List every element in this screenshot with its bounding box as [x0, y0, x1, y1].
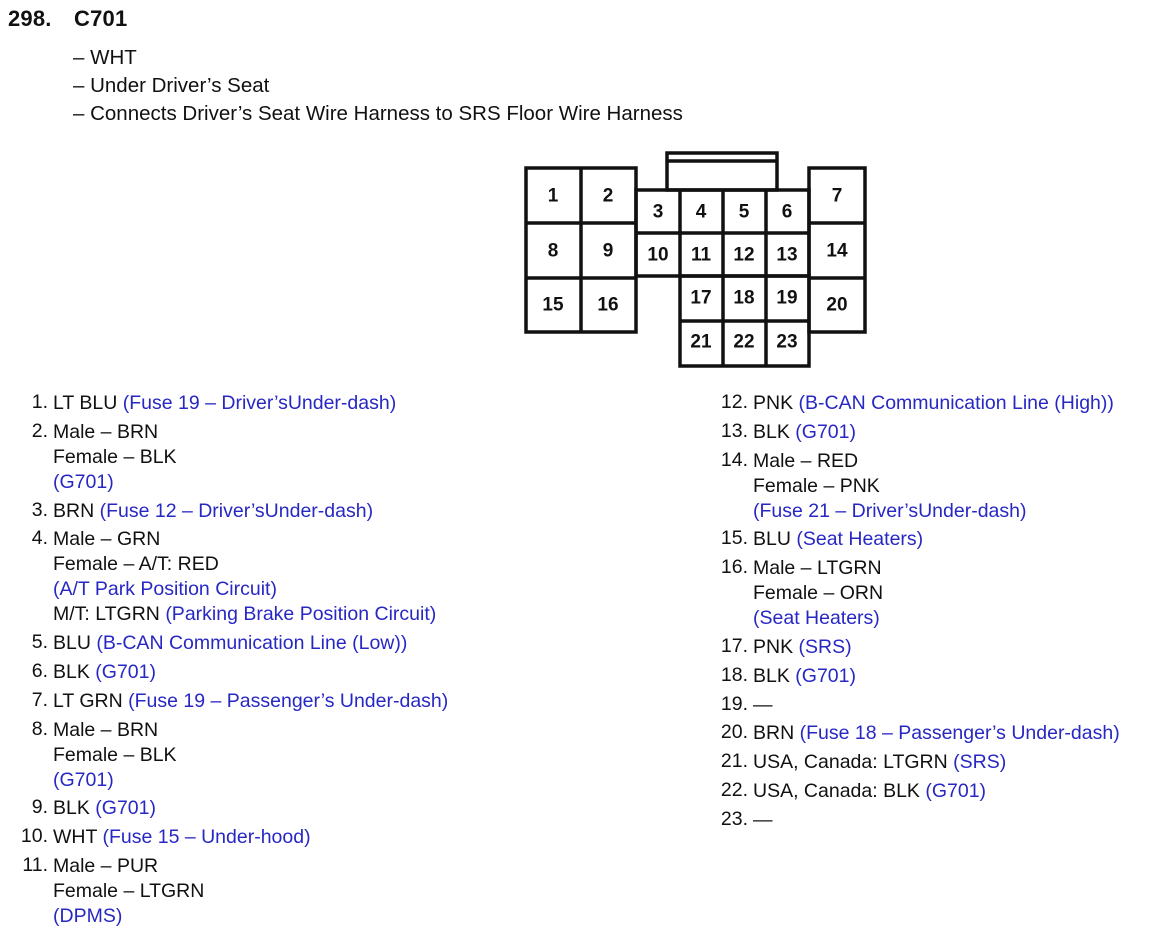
pin-entry [10, 854, 650, 929]
pin-line [753, 474, 1026, 499]
pin-description [748, 750, 1006, 775]
wire-color: — [753, 693, 773, 716]
pin-label: 22 [733, 331, 755, 353]
pin-entry [10, 718, 650, 793]
pin-number: 16. [720, 556, 748, 579]
circuit-reference: (Seat Heaters) [796, 528, 924, 551]
detail-location: – Under Driver’s Seat [73, 74, 270, 97]
pin-number: 10. [20, 825, 48, 848]
wire-color: BLU [753, 528, 791, 551]
circuit-reference: (G701) [53, 470, 114, 493]
pin-number: 1. [31, 391, 48, 413]
pin-description [48, 796, 156, 821]
pin-line [53, 689, 448, 714]
pin-number: 5. [31, 631, 48, 654]
pin-description [748, 420, 856, 445]
pin-entry [710, 556, 1150, 631]
pin-line [53, 391, 396, 416]
pin-line [53, 879, 204, 904]
pin-label: 13 [776, 244, 798, 266]
circuit-reference: (SRS) [953, 751, 1007, 774]
wire-color: USA, Canada: LTGRN [753, 751, 954, 774]
pin-line [753, 449, 1026, 474]
pin-line [753, 664, 856, 689]
pin-line [753, 693, 773, 718]
section-number: 298. [8, 6, 52, 31]
pin-description [48, 420, 177, 495]
pin-description [48, 718, 177, 793]
pin-label: 6 [781, 201, 793, 223]
pin-line [753, 635, 852, 660]
pin-label: 15 [542, 294, 564, 316]
pin-label: 9 [602, 240, 614, 262]
pin-number: 23. [720, 807, 748, 830]
circuit-reference: (Fuse 19 – Driver’sUnder-dash) [122, 392, 397, 414]
pin-line [753, 499, 1026, 524]
connector-face-diagram [0, 0, 1151, 380]
pin-entry [10, 391, 650, 416]
pin-entry [710, 664, 1150, 689]
pin-label: 2 [602, 185, 614, 207]
pin-line [753, 606, 883, 631]
detail-connection: – Connects Driver’s Seat Wire Harness to SRS Floor Wire Harness [73, 102, 683, 125]
pin-line [753, 556, 883, 581]
pin-label: 19 [776, 287, 798, 309]
wire-color: BLK [53, 797, 90, 820]
pin-number: 14. [720, 448, 748, 471]
pin-description [48, 631, 407, 656]
pin-entry [710, 750, 1150, 775]
circuit-reference: (G701) [95, 797, 156, 820]
circuit-reference: (SRS) [798, 635, 852, 658]
pin-label: 4 [695, 201, 707, 223]
pin-label: 21 [690, 331, 712, 353]
pin-entry [10, 420, 650, 495]
wire-color: Female – PNK [753, 474, 880, 497]
pin-description [48, 689, 448, 714]
connector-id: C701 [74, 6, 128, 31]
pin-description [748, 808, 773, 833]
pin-number: 19. [720, 692, 748, 715]
wire-color: Female – BLK [53, 743, 177, 766]
pin-label: 20 [826, 294, 848, 316]
pin-entry [10, 527, 650, 627]
wire-color: Female – A/T: RED [53, 553, 219, 576]
pin-label: 16 [597, 294, 619, 316]
pin-description [748, 556, 883, 631]
wire-color: WHT [53, 826, 98, 849]
wire-color: BLU [53, 632, 91, 655]
circuit-reference: (B-CAN Communication Line (High)) [798, 392, 1114, 414]
pin-number: 6. [31, 659, 48, 682]
pin-label: 3 [652, 201, 664, 223]
wire-color: Male – BRN [53, 718, 159, 741]
pin-line [753, 721, 1120, 746]
pin-line [53, 420, 177, 445]
wire-color: USA, Canada: BLK [753, 779, 920, 802]
pin-line [53, 825, 311, 850]
pin-entry [10, 689, 650, 714]
circuit-reference: (DPMS) [53, 904, 123, 927]
pin-number: 11. [22, 853, 48, 876]
pin-label: 5 [738, 201, 750, 223]
pin-number: 4. [31, 527, 48, 550]
pin-line [53, 552, 436, 577]
wire-color: Male – PUR [53, 854, 159, 877]
wire-color: PNK [753, 392, 794, 414]
pin-description [748, 391, 1114, 416]
pin-number: 8. [31, 717, 48, 740]
wire-color: LT GRN [53, 689, 123, 712]
wire-color: Female – LTGRN [53, 879, 205, 902]
circuit-reference: (G701) [795, 664, 856, 687]
wire-color: Male – RED [753, 449, 859, 472]
pin-line [53, 743, 177, 768]
wire-color: Female – BLK [53, 445, 177, 468]
pin-line [53, 470, 177, 495]
pin-description [748, 449, 1026, 524]
pin-label: 18 [733, 287, 755, 309]
pin-description [48, 854, 204, 929]
pin-number: 18. [720, 663, 748, 686]
pin-description [48, 527, 436, 627]
pin-entry [710, 449, 1150, 524]
pin-line [53, 768, 177, 793]
pin-label: 14 [826, 240, 848, 262]
circuit-reference: (G701) [53, 768, 114, 791]
pin-entry [710, 527, 1150, 552]
pin-line [753, 581, 883, 606]
pin-description [48, 825, 311, 850]
wire-color: BRN [753, 722, 795, 745]
pin-line [53, 631, 407, 656]
circuit-reference: (G701) [925, 779, 987, 802]
pin-line [53, 445, 177, 470]
pin-number: 15. [720, 527, 748, 550]
pin-line [53, 577, 436, 602]
wire-color: Male – LTGRN [753, 557, 882, 580]
pin-number: 2. [31, 419, 48, 442]
pin-description [748, 693, 773, 718]
wire-color: BLK [753, 420, 790, 443]
pin-number: 21. [720, 750, 748, 773]
pin-number: 17. [720, 634, 748, 657]
circuit-reference: (Parking Brake Position Circuit) [165, 603, 437, 626]
pin-entry [710, 721, 1150, 746]
pin-label: 1 [547, 185, 559, 207]
pin-line [753, 750, 1006, 775]
wire-color: Female – ORN [753, 582, 884, 605]
pin-label: 8 [547, 240, 559, 262]
pin-entry [10, 631, 650, 656]
wire-color: LT BLU [53, 392, 118, 414]
pin-entry [710, 693, 1150, 718]
circuit-reference: (Fuse 18 – Passenger’s Under-dash) [799, 722, 1120, 745]
circuit-reference: (G701) [95, 660, 156, 683]
wire-color: PNK [753, 635, 794, 658]
pin-description [48, 391, 396, 416]
pin-line [753, 527, 923, 552]
circuit-reference: (G701) [795, 420, 856, 443]
pin-description [48, 660, 156, 685]
pin-line [753, 420, 856, 445]
pin-entry [710, 420, 1150, 445]
pin-list-right [710, 391, 1150, 837]
pin-number: 20. [720, 721, 748, 744]
pin-line [753, 808, 773, 833]
pin-line [53, 718, 177, 743]
pin-entry [10, 660, 650, 685]
pin-description [748, 527, 923, 552]
pin-label: 7 [831, 185, 843, 207]
pin-description [748, 779, 986, 804]
pin-line [53, 904, 204, 929]
pin-number: 13. [720, 419, 748, 442]
circuit-reference: (Fuse 12 – Driver’sUnder-dash) [99, 499, 374, 522]
pin-entry [710, 779, 1150, 804]
wire-color: Male – BRN [53, 420, 159, 443]
pin-label: 11 [690, 244, 712, 266]
pin-line [753, 779, 986, 804]
wire-color: BLK [753, 664, 790, 687]
pin-entry [710, 635, 1150, 660]
pin-number: 9. [31, 796, 48, 819]
pin-description [748, 721, 1120, 746]
pin-entry [10, 825, 650, 850]
pin-line [53, 527, 436, 552]
pin-entry [10, 499, 650, 524]
pin-entry [710, 391, 1150, 416]
pin-line [53, 602, 436, 627]
pin-entry [710, 808, 1150, 833]
pin-number: 22. [720, 778, 748, 801]
wire-color: Male – GRN [53, 528, 161, 551]
detail-color: – WHT [73, 46, 137, 69]
pin-number: 7. [31, 688, 48, 711]
circuit-reference: (Fuse 15 – Under-hood) [102, 826, 311, 849]
pin-line [53, 499, 373, 524]
circuit-reference: (B-CAN Communication Line (Low)) [96, 632, 408, 655]
circuit-reference: (Seat Heaters) [753, 607, 880, 630]
wire-color: BLK [53, 660, 90, 683]
locking-tab [667, 153, 777, 190]
circuit-reference: (A/T Park Position Circuit) [53, 578, 277, 601]
pin-description [48, 499, 373, 524]
pin-label: 10 [647, 244, 669, 266]
pin-line [53, 660, 156, 685]
circuit-reference: (Fuse 19 – Passenger’s Under-dash) [128, 689, 449, 712]
pin-description [748, 635, 852, 660]
pin-label: 23 [776, 331, 798, 353]
pin-label: 17 [690, 287, 712, 309]
pin-label: 12 [733, 244, 755, 266]
wire-color: M/T: LTGRN [53, 603, 166, 626]
circuit-reference: (Fuse 21 – Driver’sUnder-dash) [753, 499, 1027, 522]
pin-number: 3. [31, 498, 48, 521]
pin-line [53, 796, 156, 821]
wire-color: — [753, 808, 773, 831]
pin-line [53, 854, 204, 879]
pin-entry [10, 796, 650, 821]
pin-line [753, 391, 1114, 416]
wire-color: BRN [53, 499, 95, 522]
pin-number: 12. [720, 391, 748, 413]
pin-list-left [10, 391, 650, 933]
pin-description [748, 664, 856, 689]
